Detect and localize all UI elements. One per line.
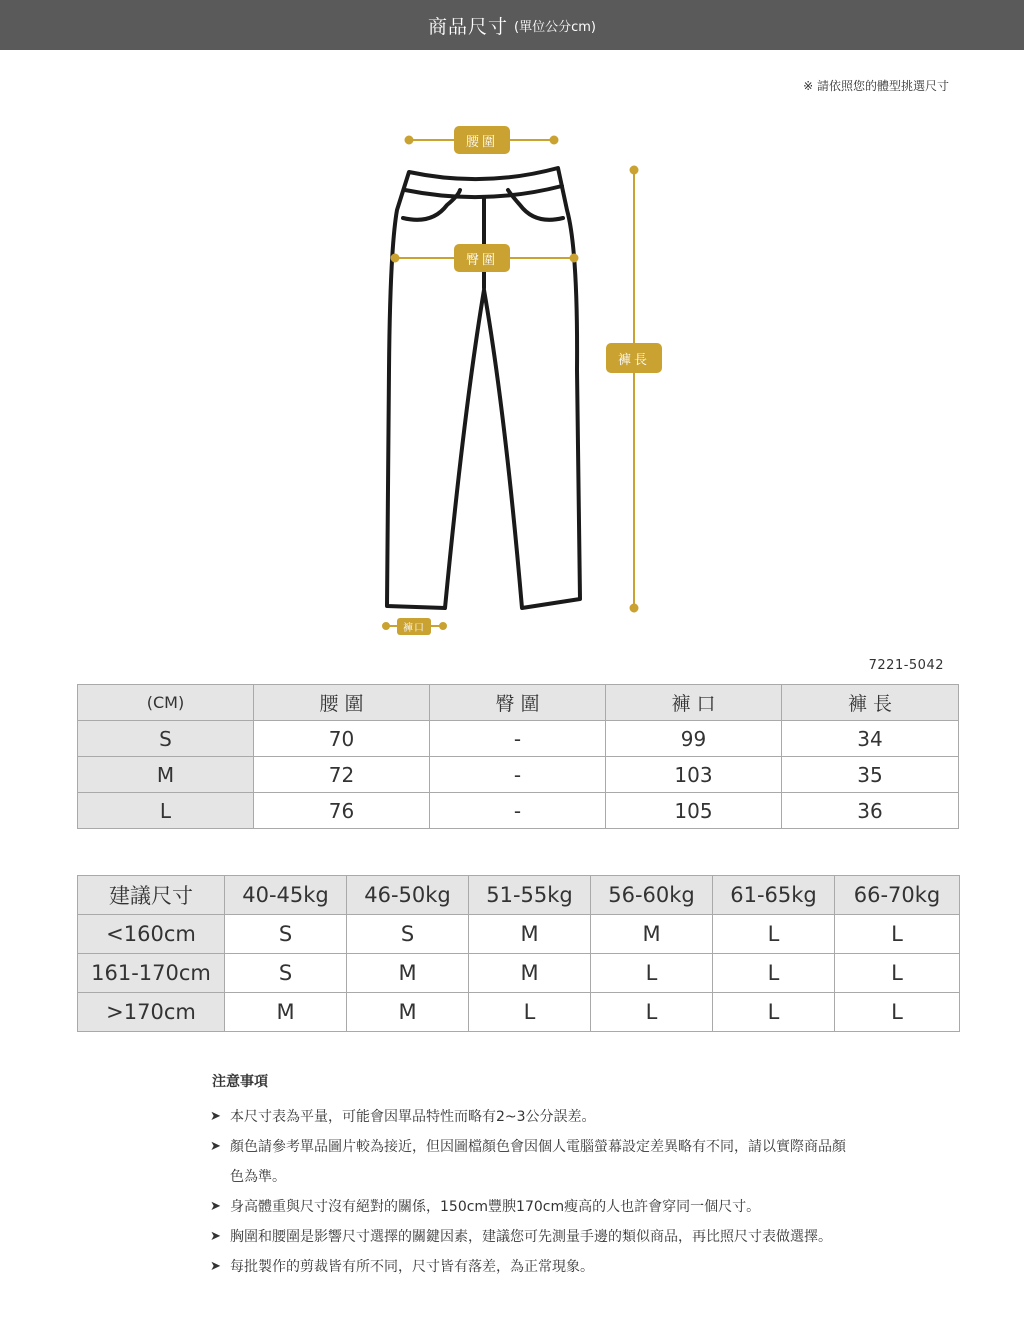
arrow-bullet-icon: ➤ — [210, 1109, 221, 1124]
recommend-size-table — [77, 875, 960, 1032]
table-cell: M — [591, 915, 713, 954]
size-advice-note: ※ 請依照您的體型挑選尺寸 — [803, 79, 949, 93]
header-cell: (CM) — [78, 685, 254, 721]
table-cell: 72 — [254, 757, 430, 793]
note-item — [212, 1222, 852, 1252]
table-row — [78, 915, 960, 954]
table-cell: L — [713, 915, 835, 954]
notes-title: 注意事項 — [212, 1074, 268, 1090]
note-item — [212, 1132, 852, 1192]
header-cell: 56-60kg — [591, 876, 713, 915]
table-cell: - — [430, 757, 606, 793]
header-cell: 褲 長 — [782, 685, 959, 721]
table-cell: M — [225, 993, 347, 1032]
table-cell: 34 — [782, 721, 959, 757]
arrow-bullet-icon: ➤ — [210, 1259, 221, 1274]
table-row — [78, 721, 959, 757]
table-cell: 70 — [254, 721, 430, 757]
table-cell: L — [713, 993, 835, 1032]
table-cell: L — [835, 954, 960, 993]
table-cell: M — [347, 954, 469, 993]
note-text: 身高體重與尺寸沒有絕對的關係，150cm豐腴170cm瘦高的人也許會穿同一個尺寸。 — [230, 1199, 761, 1215]
header-bar — [0, 0, 1024, 50]
table-row — [78, 793, 959, 829]
arrow-bullet-icon: ➤ — [210, 1229, 221, 1244]
size-table-header-row — [78, 685, 959, 721]
table-row — [78, 757, 959, 793]
size-table — [77, 684, 959, 829]
table-cell: M — [469, 954, 591, 993]
table-cell: - — [430, 793, 606, 829]
table-cell: 35 — [782, 757, 959, 793]
length-label: 褲長 — [606, 343, 662, 373]
table-cell: L — [835, 993, 960, 1032]
note-text: 每批製作的剪裁皆有所不同，尺寸皆有落差，為正常現象。 — [230, 1259, 594, 1275]
table-cell: L — [713, 954, 835, 993]
header-cell: 66-70kg — [835, 876, 960, 915]
header-cell: 61-65kg — [713, 876, 835, 915]
table-cell: M — [469, 915, 591, 954]
page-title: 商品尺寸 — [428, 15, 509, 38]
arrow-bullet-icon: ➤ — [210, 1139, 221, 1154]
header-cell: 腰 圍 — [254, 685, 430, 721]
table-cell: - — [430, 721, 606, 757]
header-cell: 51-55kg — [469, 876, 591, 915]
waistband-line — [405, 186, 562, 197]
table-cell: S — [347, 915, 469, 954]
arrow-bullet-icon: ➤ — [210, 1199, 221, 1214]
note-item — [212, 1192, 852, 1222]
table-cell: 36 — [782, 793, 959, 829]
table-cell: L — [591, 993, 713, 1032]
header-cell: 臀 圍 — [430, 685, 606, 721]
row-header-cell: S — [78, 721, 254, 757]
table-cell: L — [835, 915, 960, 954]
recommend-table-header-row — [78, 876, 960, 915]
table-row — [78, 993, 960, 1032]
note-text: 本尺寸表為平量，可能會因單品特性而略有2~3公分誤差。 — [230, 1109, 596, 1125]
note-text: 胸圍和腰圍是影響尺寸選擇的關鍵因素，建議您可先測量手邊的類似商品，再比照尺寸表做選擇。 — [230, 1229, 832, 1245]
waist-label: 腰圍 — [454, 126, 510, 154]
note-item — [212, 1102, 852, 1132]
table-cell: L — [591, 954, 713, 993]
pants-illustration — [0, 110, 1024, 650]
header-cell: 建議尺寸 — [78, 876, 225, 915]
header-cell: 40-45kg — [225, 876, 347, 915]
row-header-cell: <160cm — [78, 915, 225, 954]
table-cell: 103 — [606, 757, 782, 793]
header-cell: 46-50kg — [347, 876, 469, 915]
table-cell: 105 — [606, 793, 782, 829]
product-code: 7221-5042 — [868, 658, 944, 673]
header-cell: 褲 口 — [606, 685, 782, 721]
row-header-cell: 161-170cm — [78, 954, 225, 993]
table-row — [78, 954, 960, 993]
note-text: 顏色請參考單品圖片較為接近，但因圖檔顏色會因個人電腦螢幕設定差異略有不同，請以實際商品顏色為準。 — [230, 1139, 846, 1185]
page-subtitle: (單位公分cm) — [514, 19, 596, 35]
table-cell: 99 — [606, 721, 782, 757]
pants-diagram — [0, 110, 1024, 650]
note-item — [212, 1252, 852, 1282]
row-header-cell: M — [78, 757, 254, 793]
table-cell: 76 — [254, 793, 430, 829]
table-cell: S — [225, 915, 347, 954]
table-cell: S — [225, 954, 347, 993]
notes-section — [212, 1070, 852, 1282]
hip-label: 臀圍 — [454, 244, 510, 272]
hem-label: 褲口 — [397, 618, 431, 635]
row-header-cell: L — [78, 793, 254, 829]
row-header-cell: >170cm — [78, 993, 225, 1032]
table-cell: M — [347, 993, 469, 1032]
table-cell: L — [469, 993, 591, 1032]
